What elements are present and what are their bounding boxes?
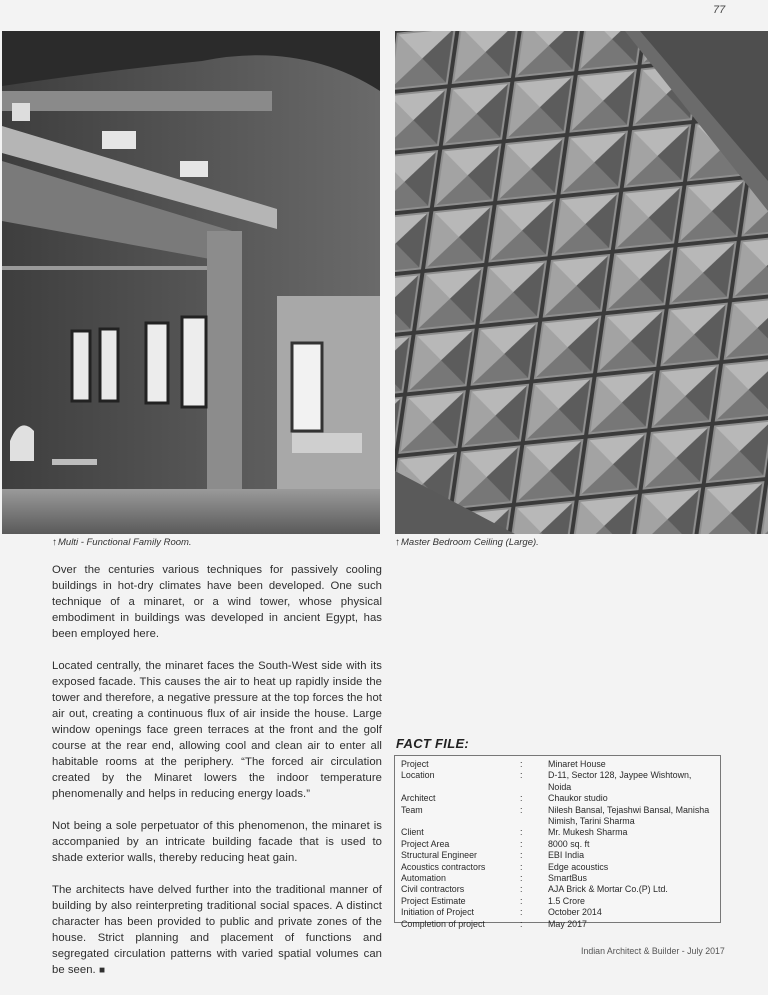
up-arrow-icon: ↑ — [52, 537, 57, 548]
article-body — [52, 562, 382, 995]
fact-row: Location : D-11, Sector 128, Jaypee Wishtown, Noida — [401, 770, 692, 792]
fact-file-table — [394, 755, 721, 929]
fact-row: Civil contractors : AJA Brick & Mortar Co.(P) Ltd. — [401, 884, 668, 895]
fact-row: Structural Engineer : EBI India — [401, 850, 585, 861]
fact-row: Team : Nilesh Bansal, Tejashwi Bansal, Manisha — [401, 804, 710, 815]
fact-row: Architect : Chaukor studio — [401, 793, 608, 804]
fact-row: Project Estimate : 1.5 Crore — [401, 895, 585, 906]
up-arrow-icon: ↑ — [395, 537, 400, 548]
body-paragraph: Located centrally, the minaret faces the South-West side with its exposed facade. This causes the air to heat up rapidly inside the tower and therefore, a negative pressure at the top forces the hot air out, creating a continuous flux of air inside the house. Large window openings face green terraces at the front and the golf course at the rear end, allowing cool and clean air to enter all habitable rooms at the periphery. “The forced air circulation created by the Minaret lowers the indoor temperature phenomenally and helps in reducing energy loads.” — [52, 660, 382, 800]
fact-file-title: FACT FILE: — [396, 736, 470, 751]
page-number: 77 — [713, 4, 726, 16]
family-room-photo — [2, 31, 380, 534]
bedroom-ceiling-photo — [395, 31, 768, 534]
body-paragraph: Not being a sole perpetuator of this phenomenon, the minaret is accompanied by an intricate building facade that is used to shade exterior walls, thereby reducing heat gain. — [52, 820, 382, 864]
body-paragraph-last: The architects have delved further into the traditional manner of building by also reinterpreting traditional social spaces. A distinct character has been provided to public and private zones of the house. Strict planning and placement of functions and segregated circulation patterns with varied spatial volumes can be seen. ■ — [52, 884, 382, 976]
fact-row: Automation : SmartBus — [401, 873, 587, 884]
body-paragraph: Over the centuries various techniques for passively cooling buildings in hot-dry climates have been developed. One such technique of a minaret, or a wind tower, whose physical embodiment in buildings was developed in ancient Egypt, has been employed here. — [52, 564, 382, 640]
footer-publication: Indian Architect & Builder - July 2017 — [581, 946, 725, 956]
fact-row: Nimish, Tarini Sharma — [548, 816, 635, 827]
fact-row: Acoustics contractors : Edge acoustics — [401, 861, 609, 872]
end-mark: ■ — [98, 965, 106, 976]
family-room-caption: ↑Multi - Functional Family Room. — [52, 537, 192, 548]
fact-row: Completion of project : May 2017 — [401, 918, 587, 929]
fact-row: Project : Minaret House — [401, 759, 606, 769]
fact-row: Project Area : 8000 sq. ft — [401, 838, 590, 849]
bedroom-ceiling-caption: ↑Master Bedroom Ceiling (Large). — [395, 537, 539, 548]
fact-row: Client : Mr. Mukesh Sharma — [401, 827, 628, 838]
fact-row: Initiation of Project : October 2014 — [401, 907, 602, 918]
